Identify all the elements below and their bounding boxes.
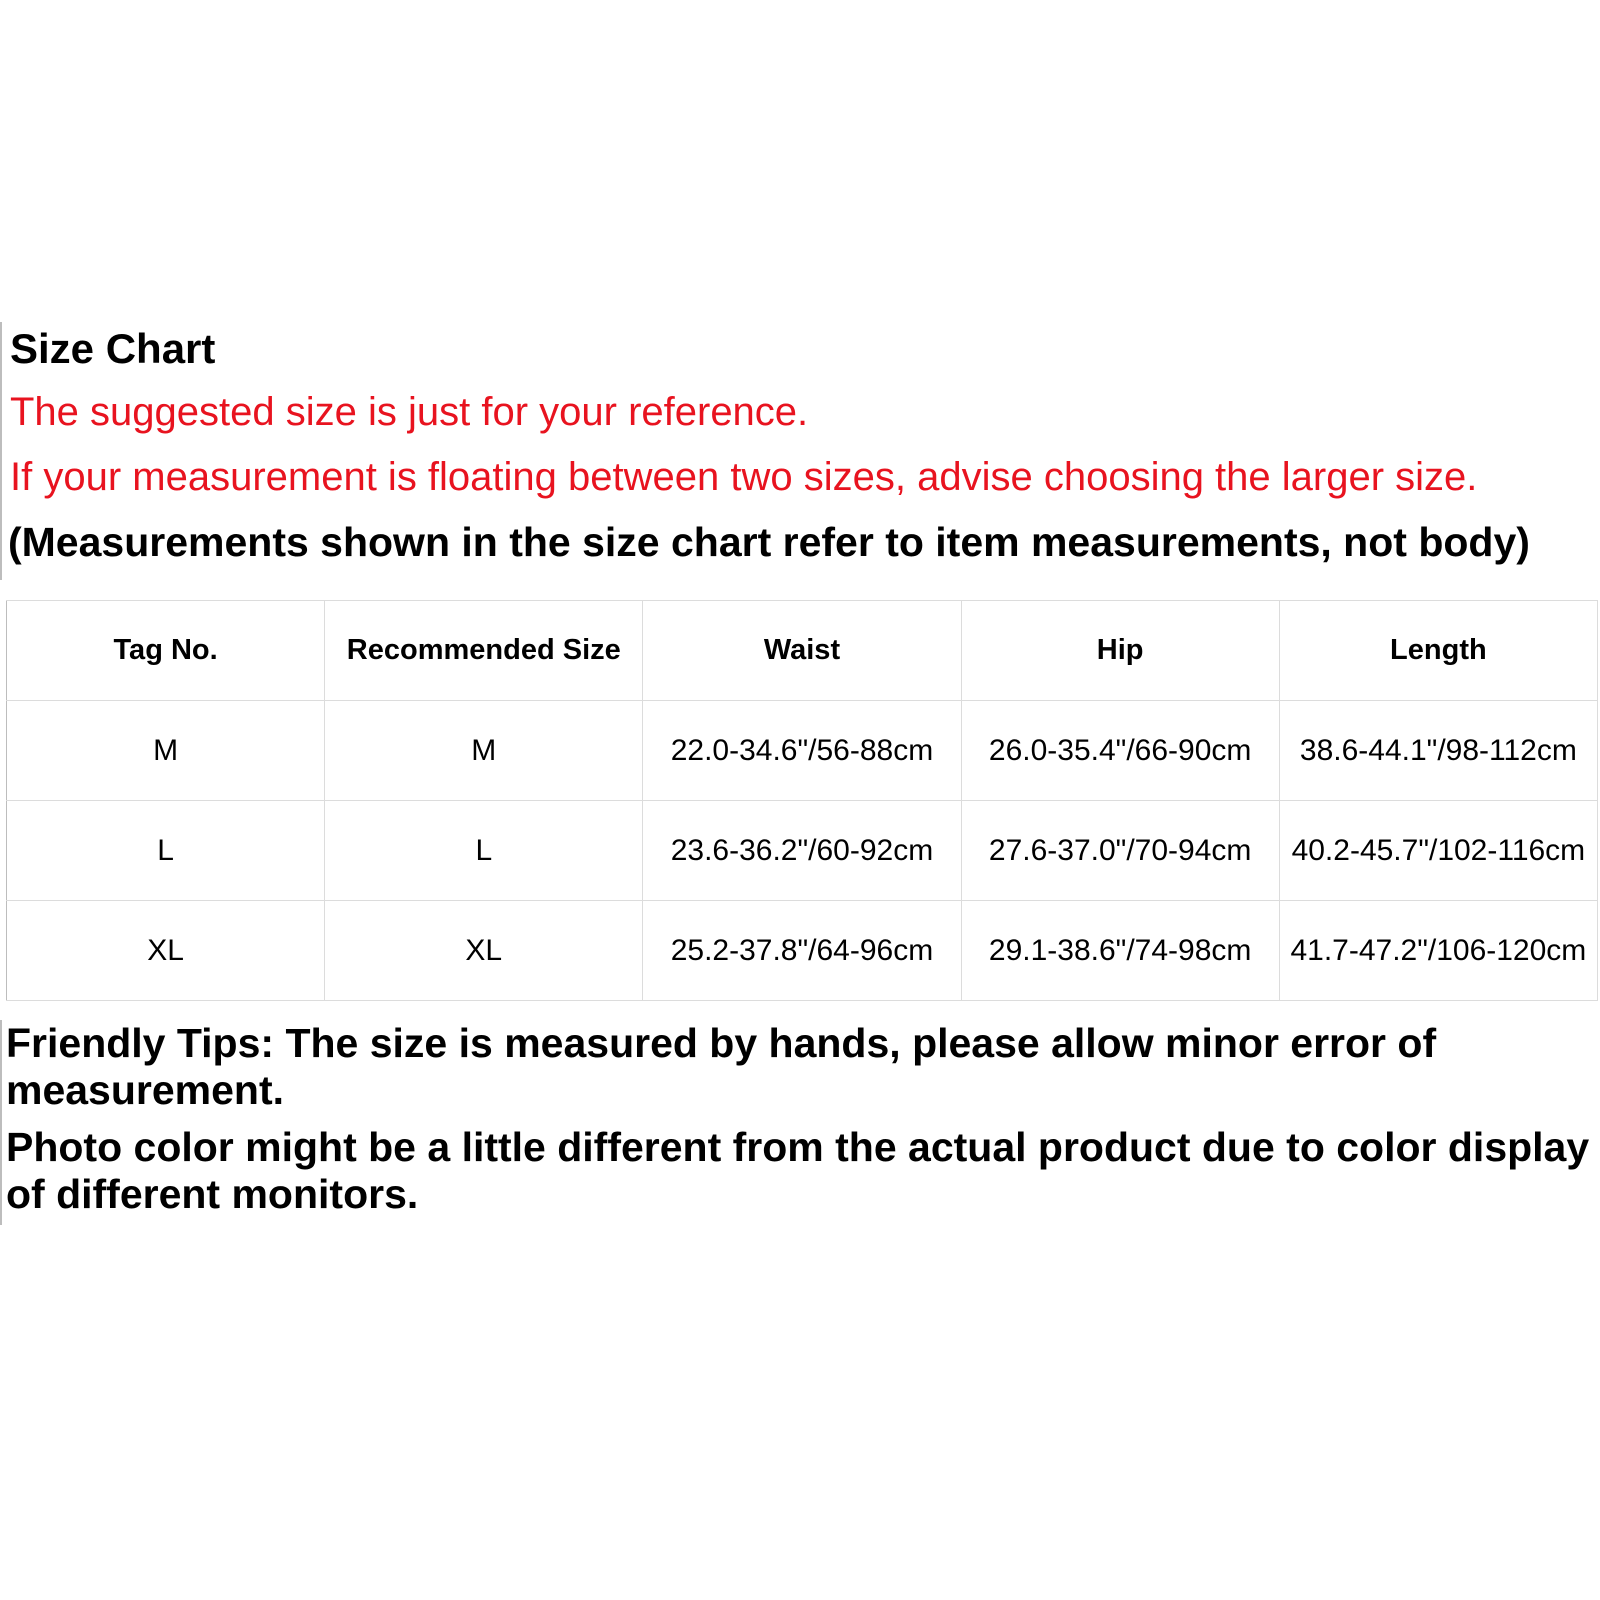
hip-cell: 27.6-37.0"/70-94cm: [961, 801, 1279, 901]
tag-cell: XL: [7, 901, 325, 1001]
table-row: [7, 801, 1598, 901]
column-header-recommended-size: Recommended Size: [325, 601, 643, 701]
friendly-tip: Friendly Tips: The size is measured by hands, please allow minor error of measurement.: [6, 1020, 1437, 1113]
tag-cell: M: [7, 701, 325, 801]
hip-cell: 29.1-38.6"/74-98cm: [961, 901, 1279, 1001]
length-cell: 40.2-45.7"/102-116cm: [1279, 801, 1597, 901]
waist-cell: 22.0-34.6"/56-88cm: [643, 701, 961, 801]
page-title: Size Chart: [10, 325, 216, 372]
recommended-size-cell: XL: [325, 901, 643, 1001]
hip-cell: 26.0-35.4"/66-90cm: [961, 701, 1279, 801]
waist-cell: 23.6-36.2"/60-92cm: [643, 801, 961, 901]
table-row: [7, 701, 1598, 801]
table-header-row: [7, 601, 1598, 701]
column-header-waist: Waist: [643, 601, 961, 701]
column-header-tag-no: Tag No.: [7, 601, 325, 701]
recommended-size-cell: L: [325, 801, 643, 901]
tag-cell: L: [7, 801, 325, 901]
reference-note: The suggested size is just for your reference.: [10, 390, 809, 434]
sizing-advice-note: If your measurement is floating between two sizes, advise choosing the larger size.: [10, 455, 1478, 499]
size-table: [6, 600, 1598, 1001]
tips-section: [0, 1020, 1600, 1225]
table-row: [7, 901, 1598, 1001]
column-header-hip: Hip: [961, 601, 1279, 701]
waist-cell: 25.2-37.8"/64-96cm: [643, 901, 961, 1001]
measurement-disclaimer: (Measurements shown in the size chart refer to item measurements, not body): [8, 519, 1530, 565]
recommended-size-cell: M: [325, 701, 643, 801]
length-cell: 41.7-47.2"/106-120cm: [1279, 901, 1597, 1001]
color-disclaimer-tip: Photo color might be a little different from the actual product due to color display of different monitors.: [6, 1124, 1590, 1217]
length-cell: 38.6-44.1"/98-112cm: [1279, 701, 1597, 801]
size-chart-header: [0, 322, 1600, 580]
column-header-length: Length: [1279, 601, 1597, 701]
